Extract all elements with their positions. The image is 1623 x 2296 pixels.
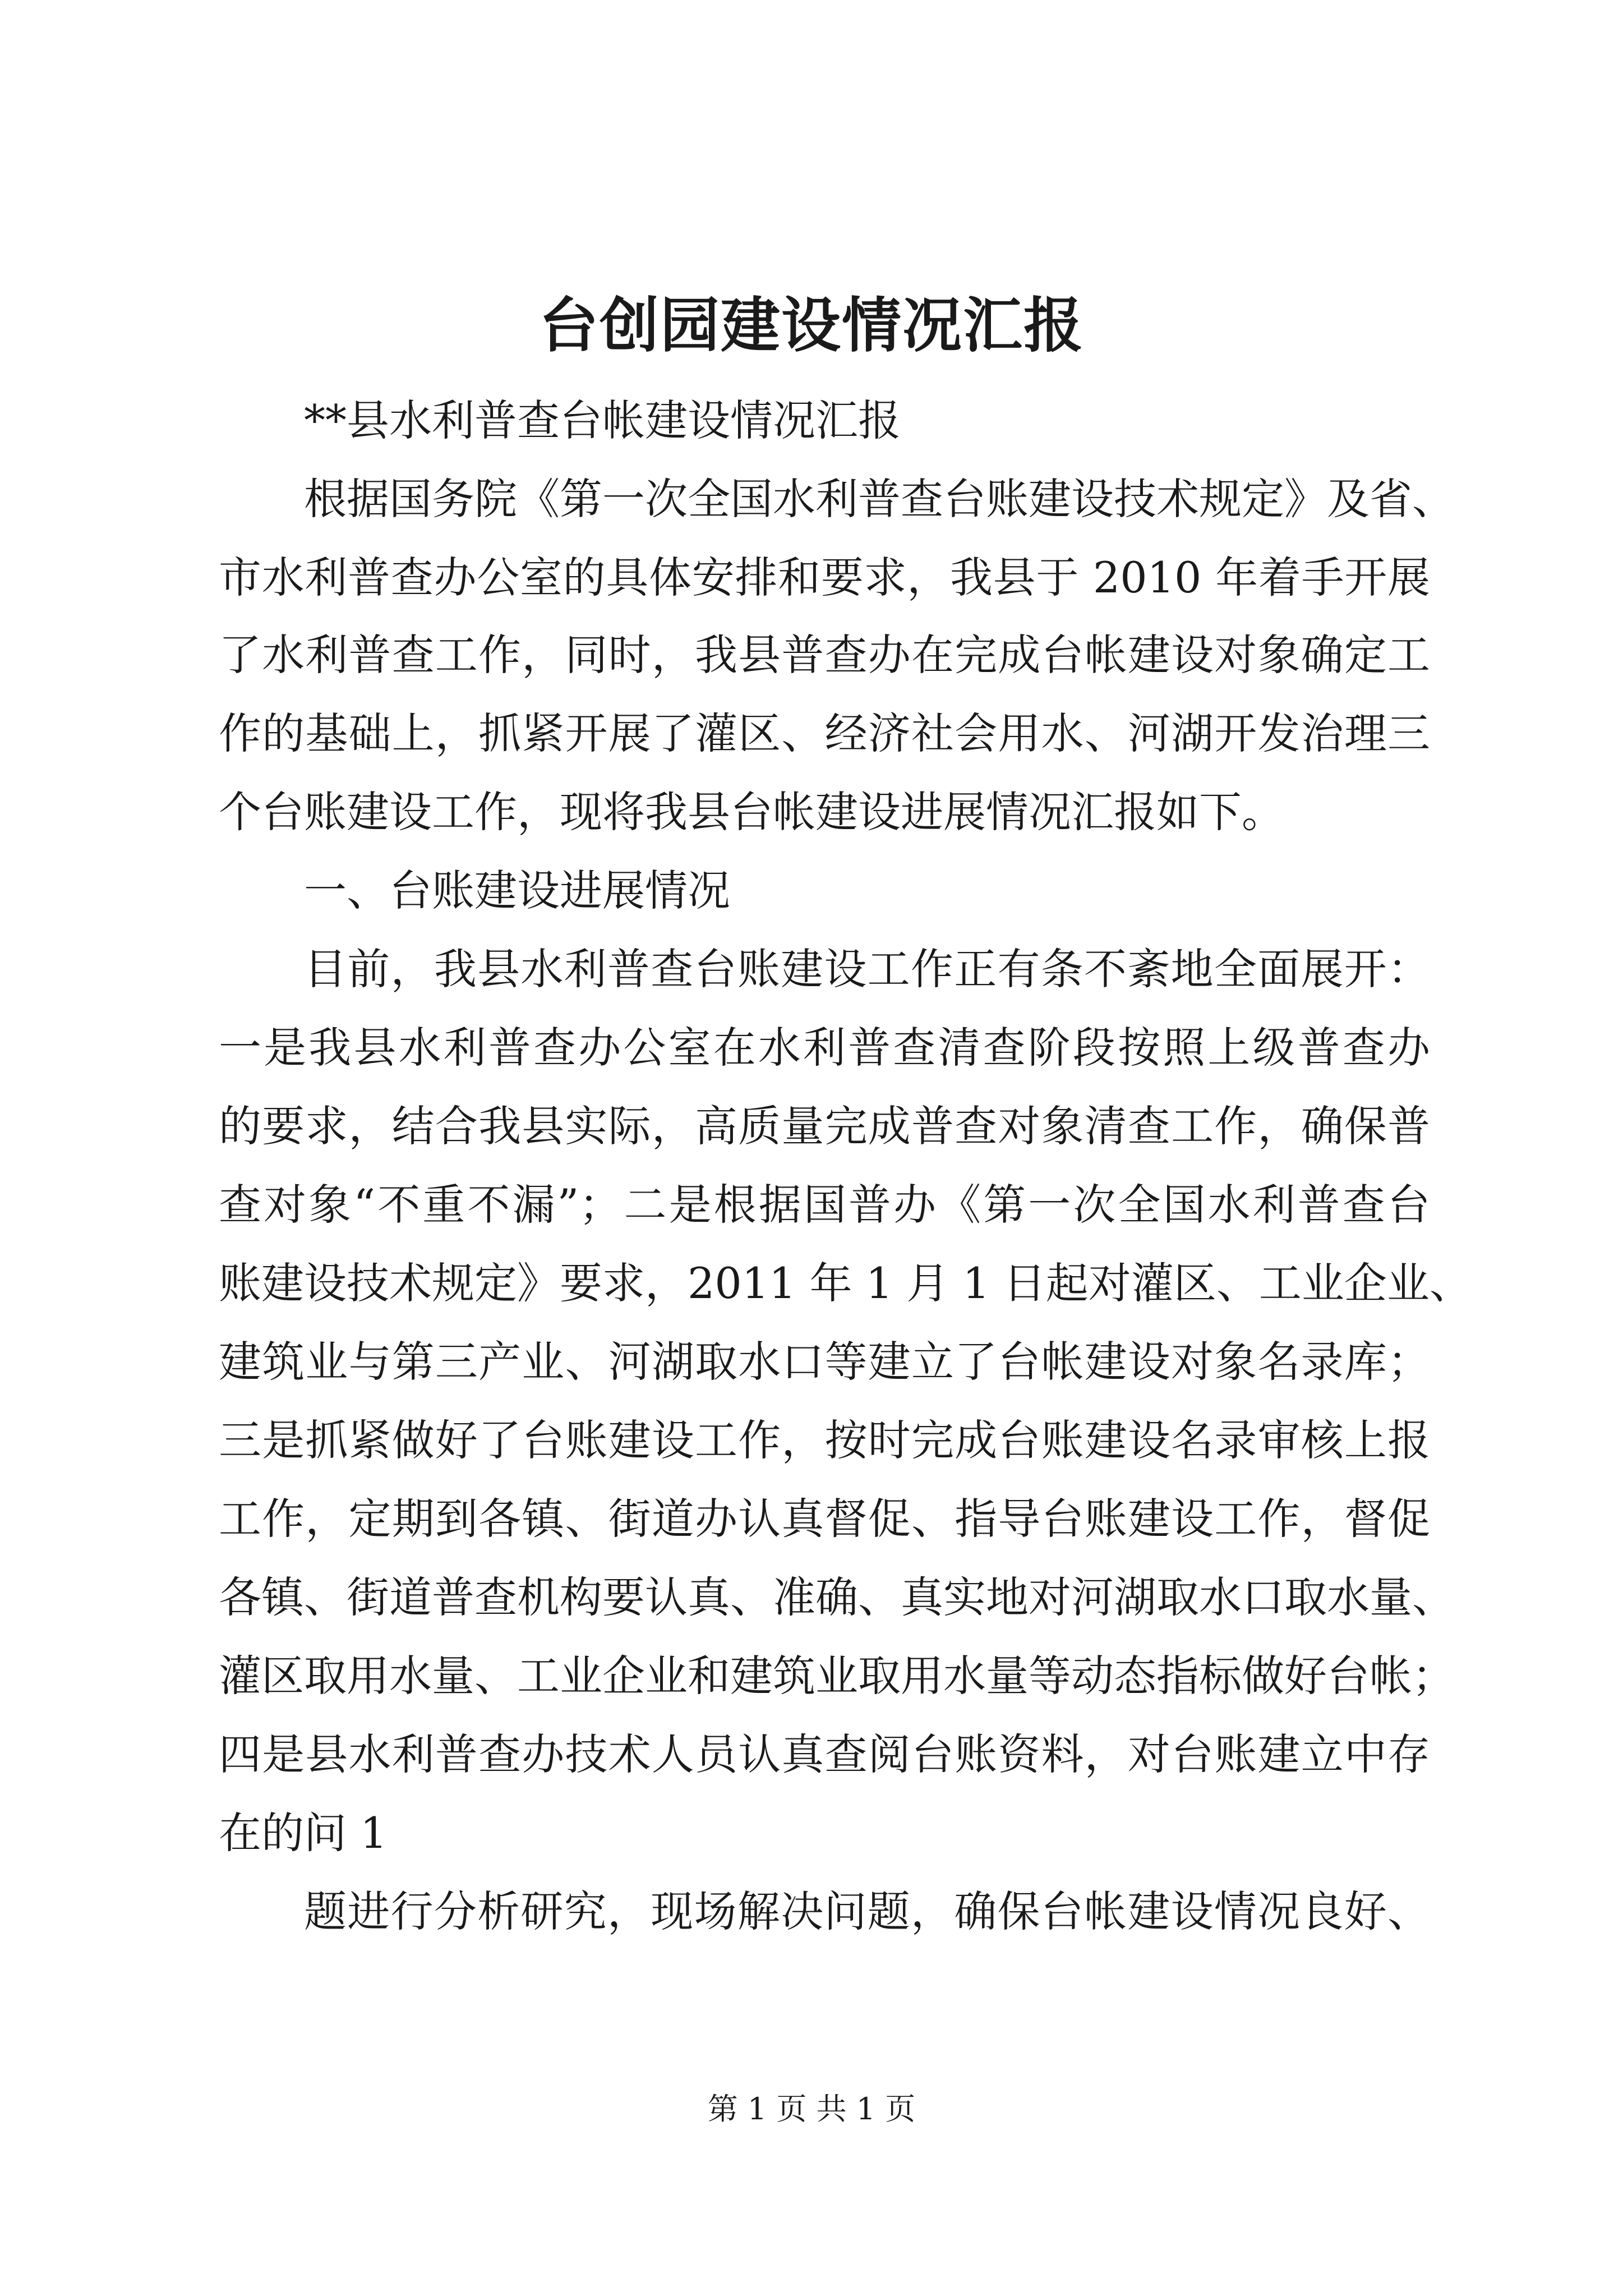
document-subtitle: **县水利普查台帐建设情况汇报 xyxy=(304,395,901,445)
paragraph-1-line-2: 市水利普查办公室的具体安排和要求，我县于 2010 年着手开展 xyxy=(219,553,1430,602)
section-heading: 一、台账建设进展情况 xyxy=(304,866,730,915)
paragraph-2-line-7: 三是抓紧做好了台账建设工作，按时完成台账建设名录审核上报 xyxy=(219,1415,1430,1465)
paragraph-2-line-9: 各镇、街道普查机构要认真、准确、真实地对河湖取水口取水量、 xyxy=(219,1572,1455,1622)
paragraph-2-line-10: 灌区取用水量、工业企业和建筑业取用水量等动态指标做好台帐； xyxy=(219,1651,1455,1701)
page-footer: 第 1 页 共 1 页 xyxy=(707,2091,916,2127)
paragraph-3-line-1: 题进行分析研究，现场解决问题，确保台帐建设情况良好、 xyxy=(304,1887,1430,1936)
paragraph-1-line-4: 作的基础上，抓紧开展了灌区、经济社会用水、河湖开发治理三 xyxy=(219,708,1430,758)
paragraph-2-line-5: 账建设技术规定》要求，2011 年 1 月 1 日起对灌区、工业企业、 xyxy=(219,1258,1472,1308)
paragraph-1-line-3: 了水利普查工作，同时，我县普查办在完成台帐建设对象确定工 xyxy=(219,630,1430,680)
paragraph-2-line-6: 建筑业与第三产业、河湖取水口等建立了台帐建设对象名录库； xyxy=(219,1337,1430,1387)
paragraph-1-line-5: 个台账建设工作，现将我县台帐建设进展情况汇报如下。 xyxy=(219,787,1284,837)
paragraph-2-line-1: 目前，我县水利普查台账建设工作正有条不紊地全面展开： xyxy=(304,944,1430,994)
paragraph-2-line-4: 查对象“不重不漏”；二是根据国普办《第一次全国水利普查台 xyxy=(219,1180,1430,1230)
paragraph-2-line-11: 四是县水利普查办技术人员认真查阅台账资料，对台账建立中存 xyxy=(219,1729,1430,1779)
paragraph-2-line-12: 在的问 1 xyxy=(219,1808,388,1858)
paragraph-2-line-8: 工作，定期到各镇、街道办认真督促、指导台账建设工作，督促 xyxy=(219,1494,1430,1544)
paragraph-2-line-2: 一是我县水利普查办公室在水利普查清查阶段按照上级普查办 xyxy=(219,1023,1430,1073)
paragraph-2-line-3: 的要求，结合我县实际，高质量完成普查对象清查工作，确保普 xyxy=(219,1101,1430,1151)
paragraph-1-line-1: 根据国务院《第一次全国水利普查台账建设技术规定》及省、 xyxy=(304,474,1455,524)
document-title: 台创园建设情况汇报 xyxy=(539,290,1084,360)
